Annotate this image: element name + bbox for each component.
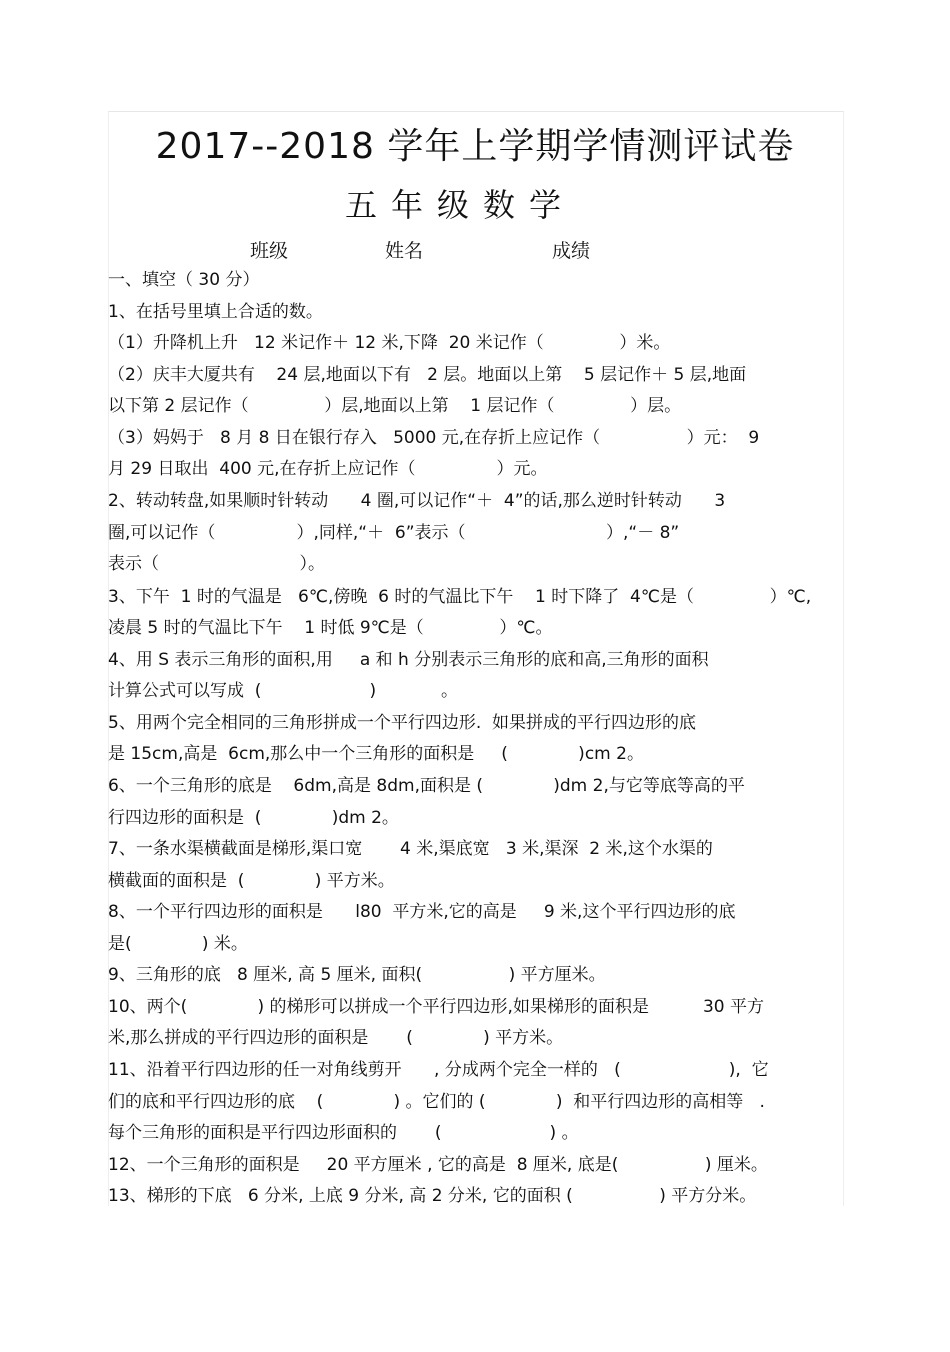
name-label: 姓名	[385, 240, 424, 262]
question-line: 6、一个三角形的底是 6dm,高是 8dm,面积是 ( )dm 2,与它等底等高的平	[108, 776, 745, 796]
question-line: 表示（ ）。	[108, 554, 325, 574]
question-line: 横截面的面积是 ( ) 平方米。	[108, 871, 395, 891]
question-line: 是 15cm,高是 6cm,那么中一个三角形的面积是 ( )cm 2。	[108, 744, 644, 764]
question-line: 计算公式可以写成 ( ) 。	[108, 681, 458, 701]
section-heading: 一、填空（ 30 分）	[108, 270, 260, 290]
score-label: 成绩	[552, 240, 591, 262]
question-line: 8、一个平行四边形的面积是 l80 平方米,它的高是 9 米,这个平行四边形的底	[108, 902, 736, 922]
question-line: 月 29 日取出 400 元,在存折上应记作（ ）元。	[108, 459, 548, 479]
question-line: 3、下午 1 时的气温是 6℃,傍晚 6 时的气温比下午 1 时下降了 4℃是（ ）℃,	[108, 587, 812, 607]
question-line: 9、三角形的底 8 厘米, 高 5 厘米, 面积( ) 平方厘米。	[108, 965, 606, 985]
question-line: 10、两个( ) 的梯形可以拼成一个平行四边形,如果梯形的面积是 30 平方	[108, 997, 765, 1017]
question-line: 5、用两个完全相同的三角形拼成一个平行四边形. 如果拼成的平行四边形的底	[108, 713, 697, 733]
question-line: 1、在括号里填上合适的数。	[108, 302, 323, 322]
question-line: 行四边形的面积是 ( )dm 2。	[108, 808, 399, 828]
question-line: 每个三角形的面积是平行四边形面积的 ( ) 。	[108, 1123, 579, 1143]
question-line: 们的底和平行四边形的底 ( ) 。它们的 ( ) 和平行四边形的高相等 .	[108, 1092, 765, 1112]
question-line: 7、一条水渠横截面是梯形,渠口宽 4 米,渠底宽 3 米,渠深 2 米,这个水渠的	[108, 839, 713, 859]
question-line: （3）妈妈于 8 月 8 日在银行存入 5000 元,在存折上应记作（ ）元： 9	[108, 428, 760, 448]
question-line: 11、沿着平行四边形的任一对角线剪开 , 分成两个完全一样的 ( ), 它	[108, 1060, 769, 1080]
class-label: 班级	[250, 240, 289, 262]
question-line: 12、一个三角形的面积是 20 平方厘米 , 它的高是 8 厘米, 底是( ) 厘米。	[108, 1155, 768, 1175]
question-line: 是( ) 米。	[108, 934, 248, 954]
question-line: （1）升降机上升 12 米记作＋ 12 米,下降 20 米记作（ ）米。	[108, 333, 671, 353]
question-line: 4、用 S 表示三角形的面积,用 a 和 h 分别表示三角形的底和高,三角形的面积	[108, 650, 709, 670]
question-line: 圈,可以记作（ ）,同样,“＋ 6”表示（ ）,“－ 8”	[108, 523, 680, 543]
question-line: 13、梯形的下底 6 分米, 上底 9 分米, 高 2 分米, 它的面积 ( ) 平方分米。	[108, 1186, 757, 1206]
question-line: （2）庆丰大厦共有 24 层,地面以下有 2 层。地面以上第 5 层记作＋ 5 层,地面	[108, 365, 747, 385]
question-line: 凌晨 5 时的气温比下午 1 时低 9℃是（ ）℃。	[108, 618, 553, 638]
question-line: 2、转动转盘,如果顺时针转动 4 圈,可以记作“＋ 4”的话,那么逆时针转动 3	[108, 491, 726, 511]
question-line: 米,那么拼成的平行四边形的面积是 ( ) 平方米。	[108, 1028, 564, 1048]
question-line: 以下第 2 层记作（ ）层,地面以上第 1 层记作（ ）层。	[108, 396, 682, 416]
exam-subtitle: 五年级数学	[344, 186, 575, 224]
exam-title: 2017--2018 学年上学期学情测评试卷	[155, 126, 795, 167]
student-info-row	[0, 236, 950, 262]
